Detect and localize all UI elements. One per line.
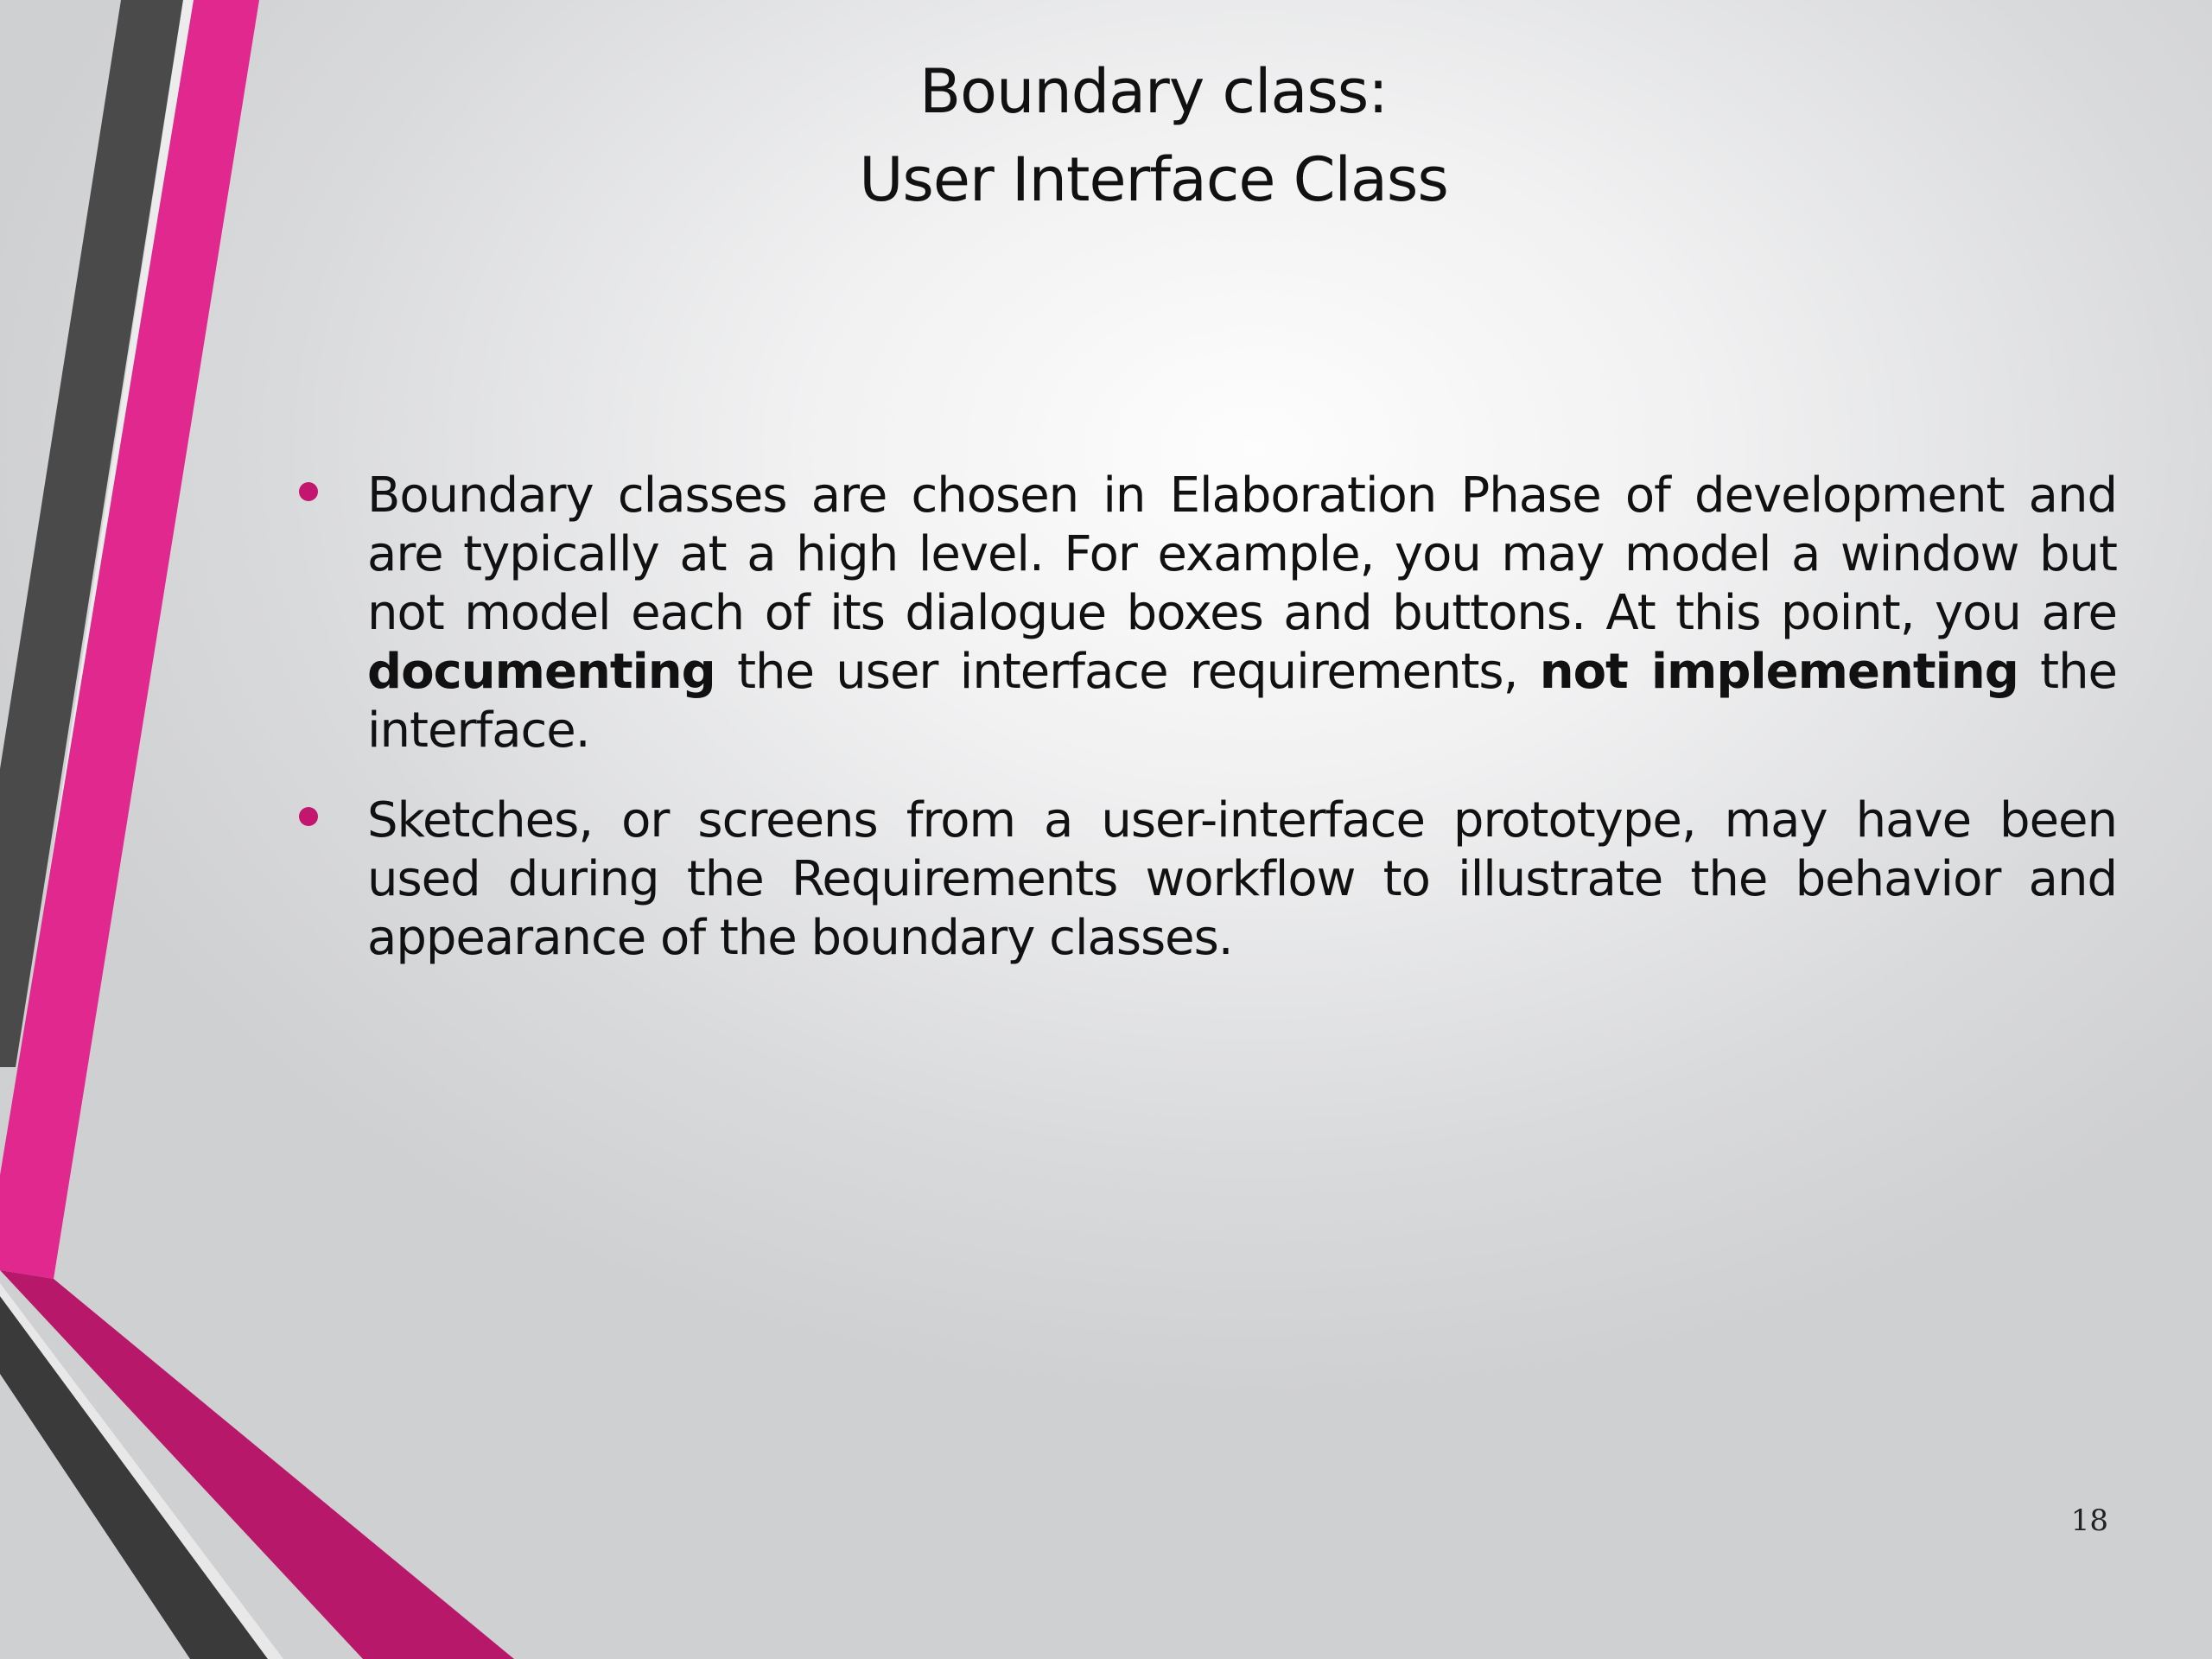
slide-title [0,48,2212,224]
slide-title-line-1: Boundary class: [919,56,1388,127]
bullet-dot-icon [299,482,318,501]
bullet-bold-text: not implementing [1539,644,2018,700]
bullet-text-segment: the user interface requirements, [715,644,1540,700]
bullet-item [294,467,2117,760]
bullet-text: Sketches, or screens from a user-interface prototype, may have been used during the Requirements workflow to illustrate the behavior and appearance of the boundary classes. [367,792,2117,966]
bullet-text-segment: the interface. [367,644,2118,759]
bullet-list [294,467,2117,968]
bullet-dot-icon [299,807,318,826]
bullet-item [294,791,2117,968]
slide-title-line-2: User Interface Class [859,144,1448,215]
bullet-bold-text: documenting [367,644,715,700]
bullet-text-segment: Boundary classes are chosen in Elaboration Phase of development and are typically at a high level. For example, you may model a window but not model each of its dialogue boxes and buttons. At this point, you are [367,467,2117,641]
page-number: 18 [2070,1503,2108,1538]
